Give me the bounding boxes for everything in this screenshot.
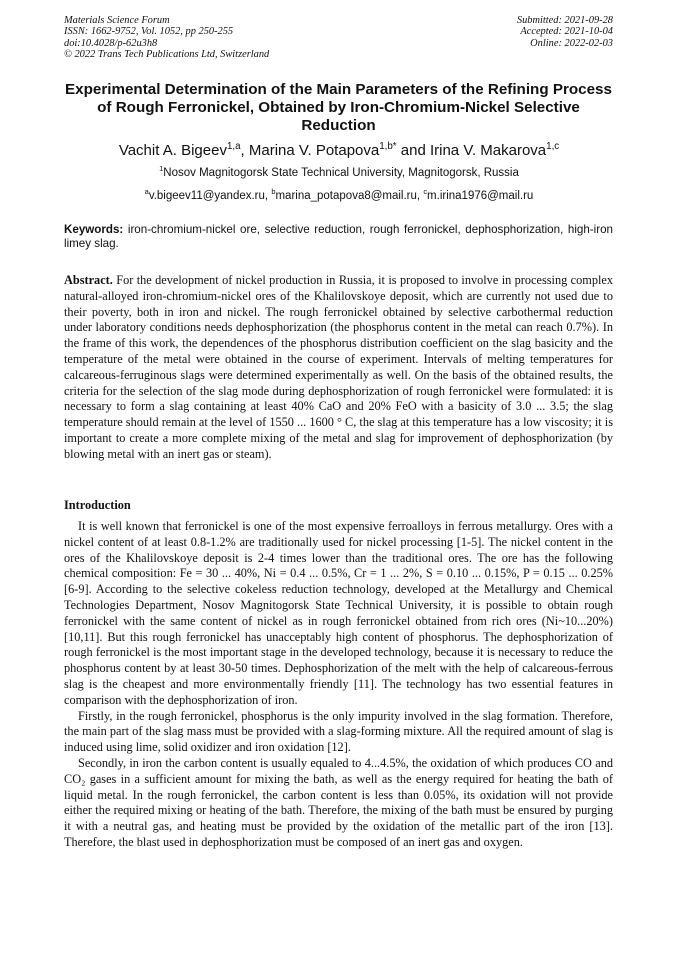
author-name: Irina V. Makarova: [429, 142, 547, 159]
author-separator: ,: [240, 142, 249, 159]
keywords-text: iron-chromium-nickel ore, selective reduction, rough ferronickel, dephosphorization, high-iron limey slag.: [64, 223, 613, 251]
email-mark: a: [144, 187, 149, 197]
author-name: Vachit A. Bigeev: [118, 142, 227, 159]
online-date: Online: 2022-02-03: [530, 37, 613, 49]
section-heading-introduction: Introduction: [64, 498, 131, 512]
author-list: [0, 142, 678, 159]
email: m.irina1976@mail.ru: [427, 190, 534, 202]
email: v.bigeev11@yandex.ru,: [148, 190, 272, 202]
author-name: Marina V. Potapova: [248, 142, 380, 159]
author-affiliation-mark: 1,a: [226, 141, 241, 152]
paragraph: It is well known that ferronickel is one of the most expensive ferroalloys in ferrous metallurgy. Ores with a nickel content of at least 0.8-1.2% are traditionally used for nickel processing [1-5]. The nickel content in the ores of the Khalilovskoye deposit is 2-4 times lower than the traditional ores. The ore has the following chemical composition: Fe = 30 ... 40%, Ni = 0.4 ... 0.5%, Cr = 1 ... 2%, S = 0.10 ... 0.15%, P = 0.15 ... 0.25% [6-9]. According to the selective cokeless reduction technology, developed at the Metallurgy and Chemical Technologies Department, Nosov Magnitogorsk State Technical University, it is possible to obtain rough ferronickel with the same content of nickel as in rough ferronickel obtained from rich ores (Ni~10...20%) [10,11]. But this rough ferronickel has unacceptably high content of phosphorus. The dephosphorization of rough ferronickel is the most important stage in the developed technology, because it is necessary to reduce the phosphorus content by at least 30-50 times. Dephosphorization of the melt with the help of calcareous-ferrous slag is the cheapest and more environmentally friendly [11]. The technology has two essential features in comparison with the dephosphorization of iron.: [64, 519, 613, 707]
author-emails: [0, 187, 678, 202]
email-mark: c: [423, 187, 428, 197]
abstract-label: Abstract.: [64, 273, 113, 287]
keywords: [64, 223, 613, 251]
journal-name: Materials Science Forum: [64, 15, 170, 26]
author-separator: and: [396, 142, 430, 159]
submitted-date: Submitted: 2021-09-28: [516, 15, 613, 26]
paragraph: Secondly, in iron the carbon content is usually equaled to 4...4.5%, the oxidation of which produces CO and CO₂ gases in a sufficient amount for mixing the bath, as well as the energy required for heating the bath of liquid metal. In the rough ferronickel, the carbon content is less than 0.05%, its oxidation will not provide either the required mixing or heating of the bath. Therefore, the mixing of the bath must be ensured by purging it with a neutral gas, and heating must be provided by the oxidation of the metallic part of the iron [13]. Therefore, the blast used in dephosphorization must be composed of an inert gas and oxygen.: [64, 755, 613, 849]
accepted-date: Accepted: 2021-10-04: [520, 26, 613, 38]
email: marina_potapova8@mail.ru,: [275, 190, 424, 202]
author-affiliation-mark: 1,c: [546, 141, 560, 152]
abstract-text: For the development of nickel production in Russia, it is proposed to involve in processing complex natural-alloyed iron-chromium-nickel ores of the Khalilovskoye deposit, which are currently not used due to their poverty, both in iron and nickel. The rough ferronickel obtained by selective carbothermal reduction under laboratory conditions needs dephosphorization (the phosphorus content in the metal can reach 0.7%). In the frame of this work, the dependences of the phosphorus distribution coefficient on the slag basicity and the temperature of the metal were obtained in the course of experiment. Intervals of melting temperatures for calcareous-ferruginous slags were determined experimentally as well. On the basis of the obtained results, the criteria for the selection of the slag mode during dephosphorization of rough ferronickel were formulated: it is necessary to form a slag containing at least 40% CaO and 20% FeO with a basicity of 3.0 ... 3.5; the slag temperature should remain at the level of 1550 ... 1600 ° C, the slag at this temperature has a low viscosity; it is important to create a more complete mixing of the metal and slag for improvement of dephosphorization (by blowing metal with an inert gas or steam).: [64, 273, 613, 461]
keywords-label: Keywords:: [64, 223, 124, 236]
author-affiliation-mark: 1,b*: [379, 141, 397, 152]
affiliation-text: Nosov Magnitogorsk State Technical University, Magnitogorsk, Russia: [163, 167, 519, 179]
doi: doi:10.4028/p-62u3h8: [64, 37, 158, 49]
copyright: © 2022 Trans Tech Publications Ltd, Switzerland: [64, 48, 270, 60]
affiliation: [0, 164, 678, 179]
paragraph: Firstly, in the rough ferronickel, phosphorus is the only impurity involved in the slag formation. Therefore, the main part of the slag mass must be provided with a slag-forming mixture. All the required amount of slag is induced using lime, solid oxidizer and iron oxidation [12].: [64, 708, 613, 755]
introduction-body: [64, 519, 613, 851]
issn-volume: ISSN: 1662-9752, Vol. 1052, pp 250-255: [64, 26, 234, 38]
publication-dates: [517, 15, 613, 49]
affiliation-mark: 1: [159, 164, 164, 174]
paper-title: Experimental Determination of the Main Parameters of the Refining Process of Rough Ferronickel, Obtained by Iron-Chromium-Nickel Selective Reduction: [65, 81, 612, 134]
email-mark: b: [271, 187, 276, 197]
abstract: [64, 273, 613, 463]
journal-info: [64, 15, 269, 60]
